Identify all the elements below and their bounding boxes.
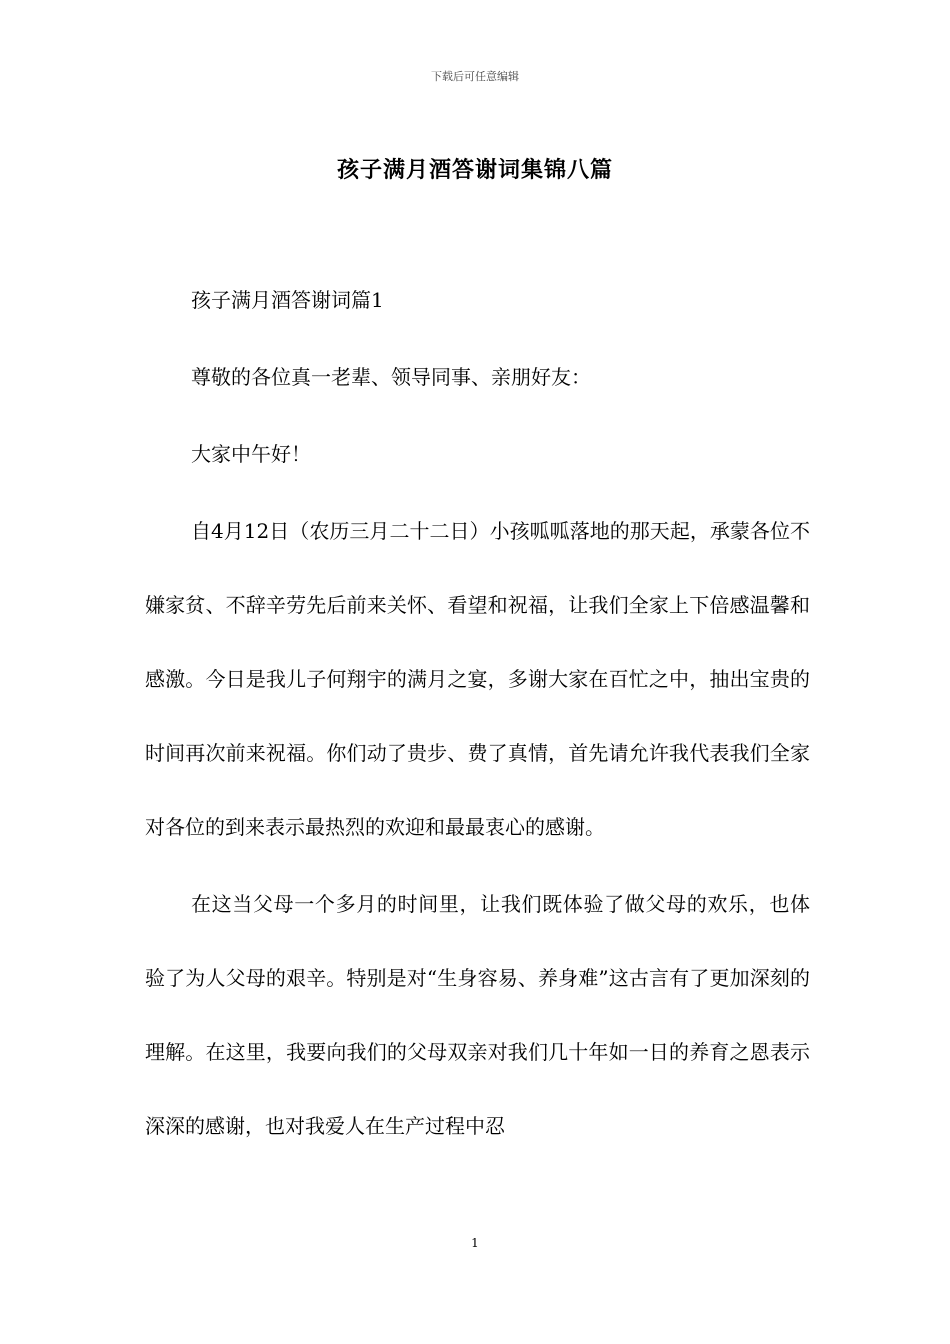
document-body — [145, 280, 810, 1183]
section-heading: 孩子满月酒答谢词篇1 — [191, 288, 384, 312]
header-note: 下载后可任意编辑 — [431, 70, 519, 83]
page-number: 1 — [471, 1236, 479, 1250]
salutation-paragraph: 尊敬的各位真一老辈、领导同事、亲朋好友： — [191, 365, 591, 389]
body-paragraph: 自4月12日（农历三月二十二日）小孩呱呱落地的那天起，承蒙各位不嫌家贫、不辞辛劳先后前来关怀、看望和祝福，让我们全家上下倍感温馨和感激。今日是我儿子何翔宇的满月之宴，多谢大家在百忙之中，抽出宝贵的时间再次前来祝福。你们动了贵步、费了真情，首先请允许我代表我们全家对各位的到来表示最热烈的欢迎和最最衷心的感谢。 — [145, 519, 810, 839]
greeting-paragraph: 大家中午好！ — [191, 442, 311, 466]
document-title: 孩子满月酒答谢词集锦八篇 — [336, 157, 613, 183]
body-paragraph: 在这当父母一个多月的时间里，让我们既体验了做父母的欢乐，也体验了为人父母的艰辛。特别是对“生身容易、养身难”这古言有了更加深刻的理解。在这里，我要向我们的父母双亲对我们几十年如一日的养育之恩表示深深的感谢，也对我爱人在生产过程中忍 — [145, 892, 810, 1138]
